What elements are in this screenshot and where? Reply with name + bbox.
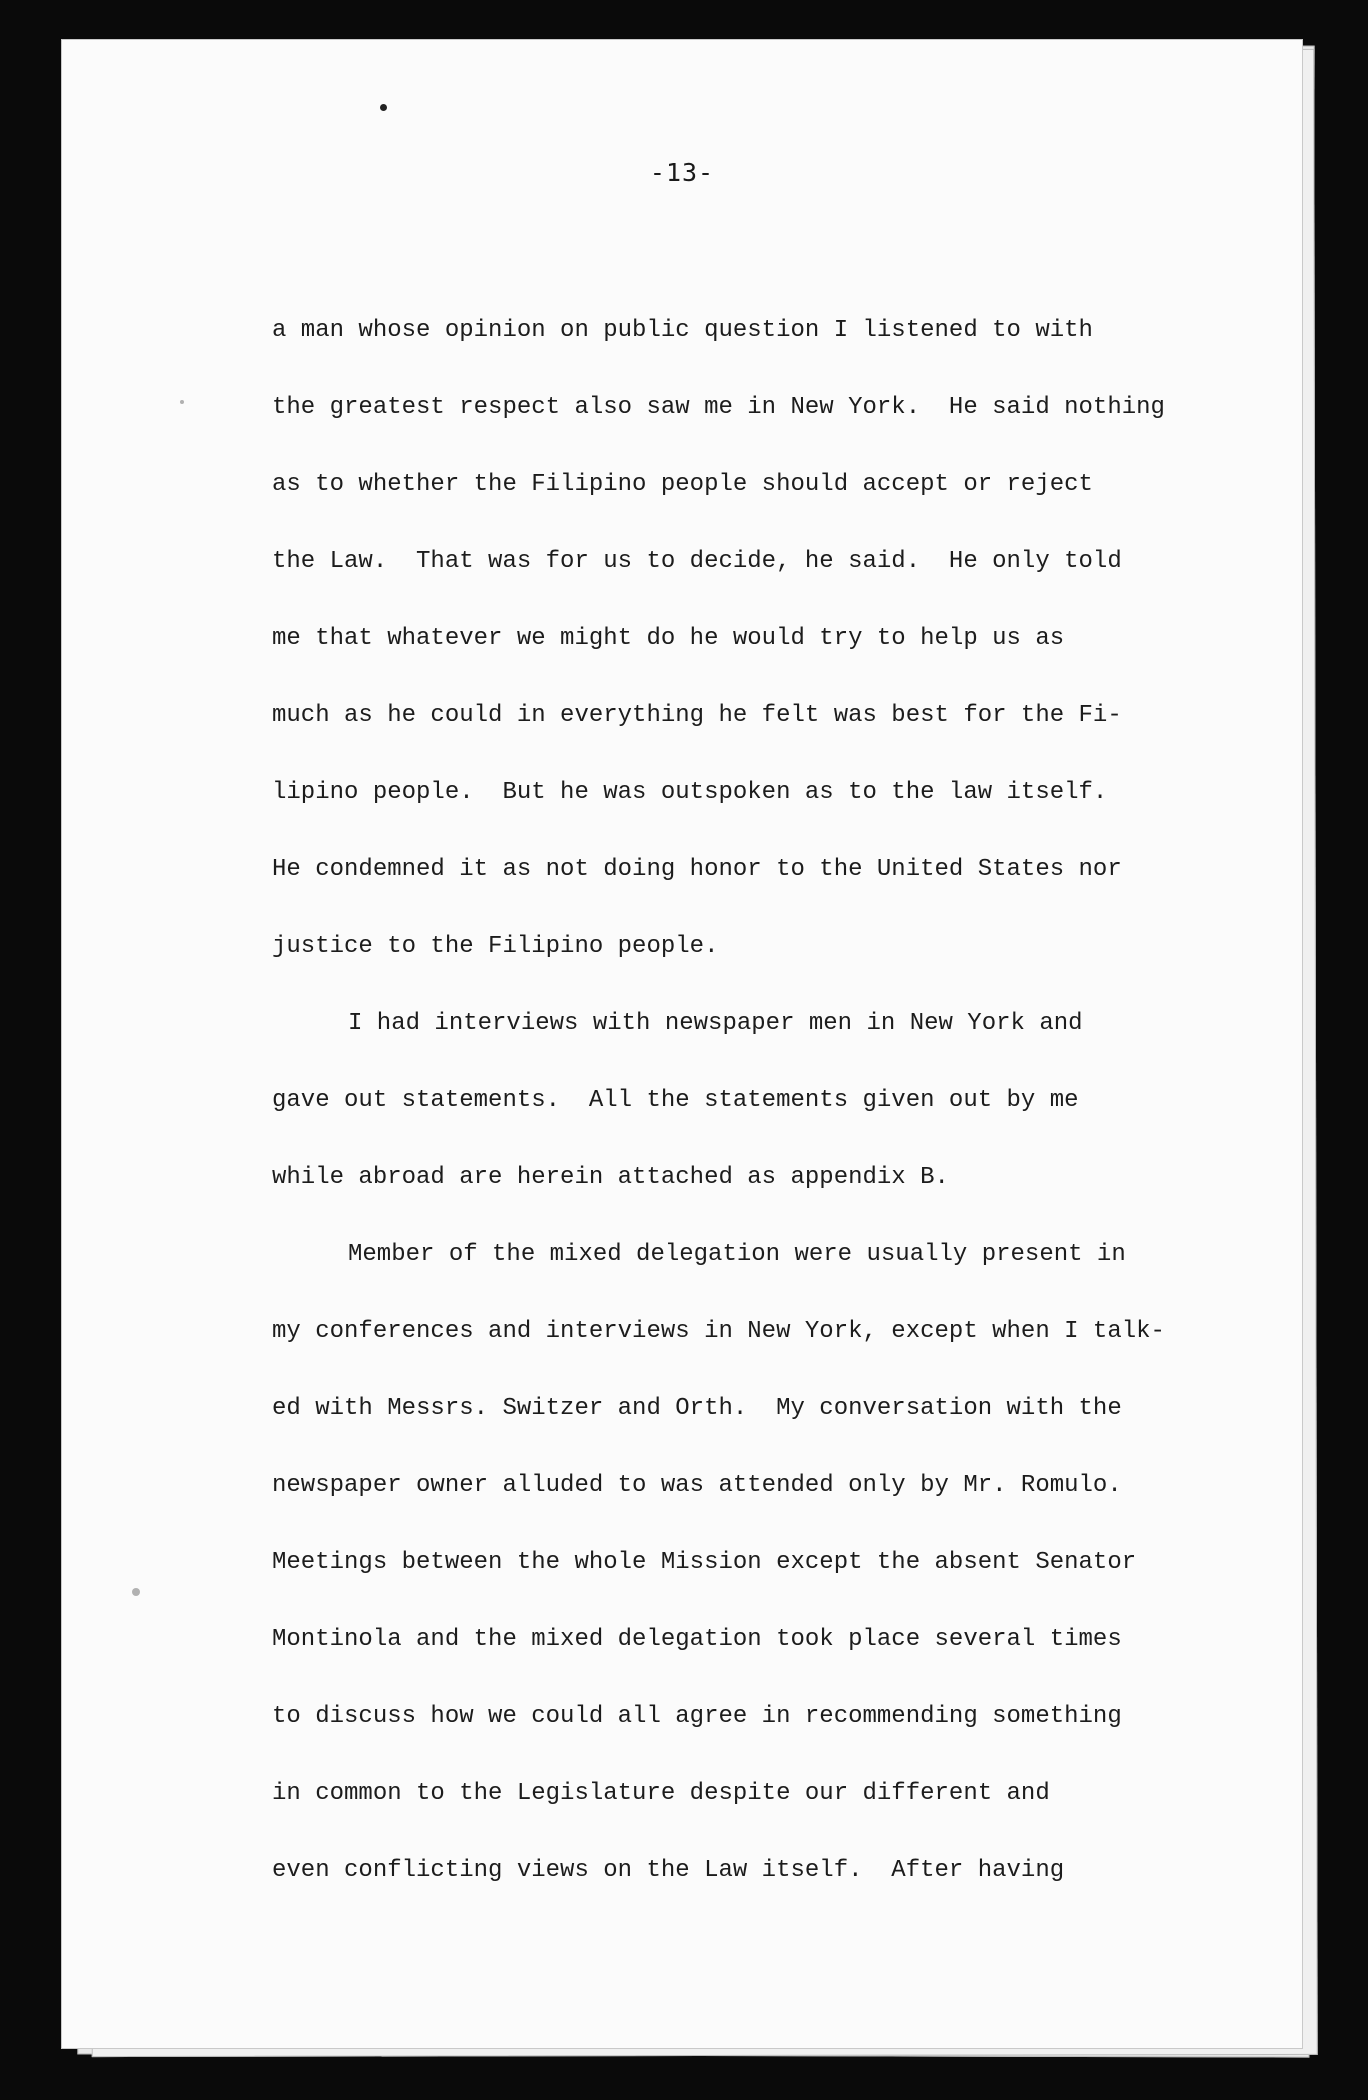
text-line: the Law. That was for us to decide, he said. He only told [272, 548, 1122, 575]
text-line: even conflicting views on the Law itself. After having [272, 1857, 1065, 1884]
text-line: a man whose opinion on public question I listened to with [272, 317, 1093, 344]
page-number: -13- [649, 158, 715, 187]
text-line: justice to the Filipino people. [272, 933, 719, 960]
text-line: Member of the mixed delegation were usually present in [348, 1241, 1126, 1268]
text-line: newspaper owner alluded to was attended only by Mr. Romulo. [272, 1472, 1122, 1499]
text-line: my conferences and interviews in New York, except when I talk- [272, 1318, 1165, 1345]
text-line: the greatest respect also saw me in New York. He said nothing [272, 394, 1165, 421]
text-line: ed with Messrs. Switzer and Orth. My conversation with the [272, 1395, 1122, 1422]
scan-speck [132, 1588, 140, 1596]
typewritten-page [62, 40, 1302, 2048]
text-line: me that whatever we might do he would try to help us as [272, 625, 1065, 652]
text-line: lipino people. But he was outspoken as to the law itself. [272, 779, 1108, 806]
text-line: He condemned it as not doing honor to the United States nor [272, 856, 1122, 883]
text-line: Montinola and the mixed delegation took place several times [272, 1626, 1122, 1653]
text-line: while abroad are herein attached as appendix B. [272, 1164, 949, 1191]
text-line: gave out statements. All the statements given out by me [272, 1087, 1079, 1114]
scan-speck [180, 400, 184, 404]
text-line: as to whether the Filipino people should accept or reject [272, 471, 1093, 498]
text-line: I had interviews with newspaper men in New York and [348, 1010, 1083, 1037]
text-line: much as he could in everything he felt was best for the Fi- [272, 702, 1122, 729]
body-text [272, 292, 1272, 1909]
ink-dot [380, 104, 387, 111]
text-line: Meetings between the whole Mission except the absent Senator [272, 1549, 1137, 1576]
text-line: to discuss how we could all agree in recommending something [272, 1703, 1122, 1730]
text-line: in common to the Legislature despite our different and [272, 1780, 1050, 1807]
